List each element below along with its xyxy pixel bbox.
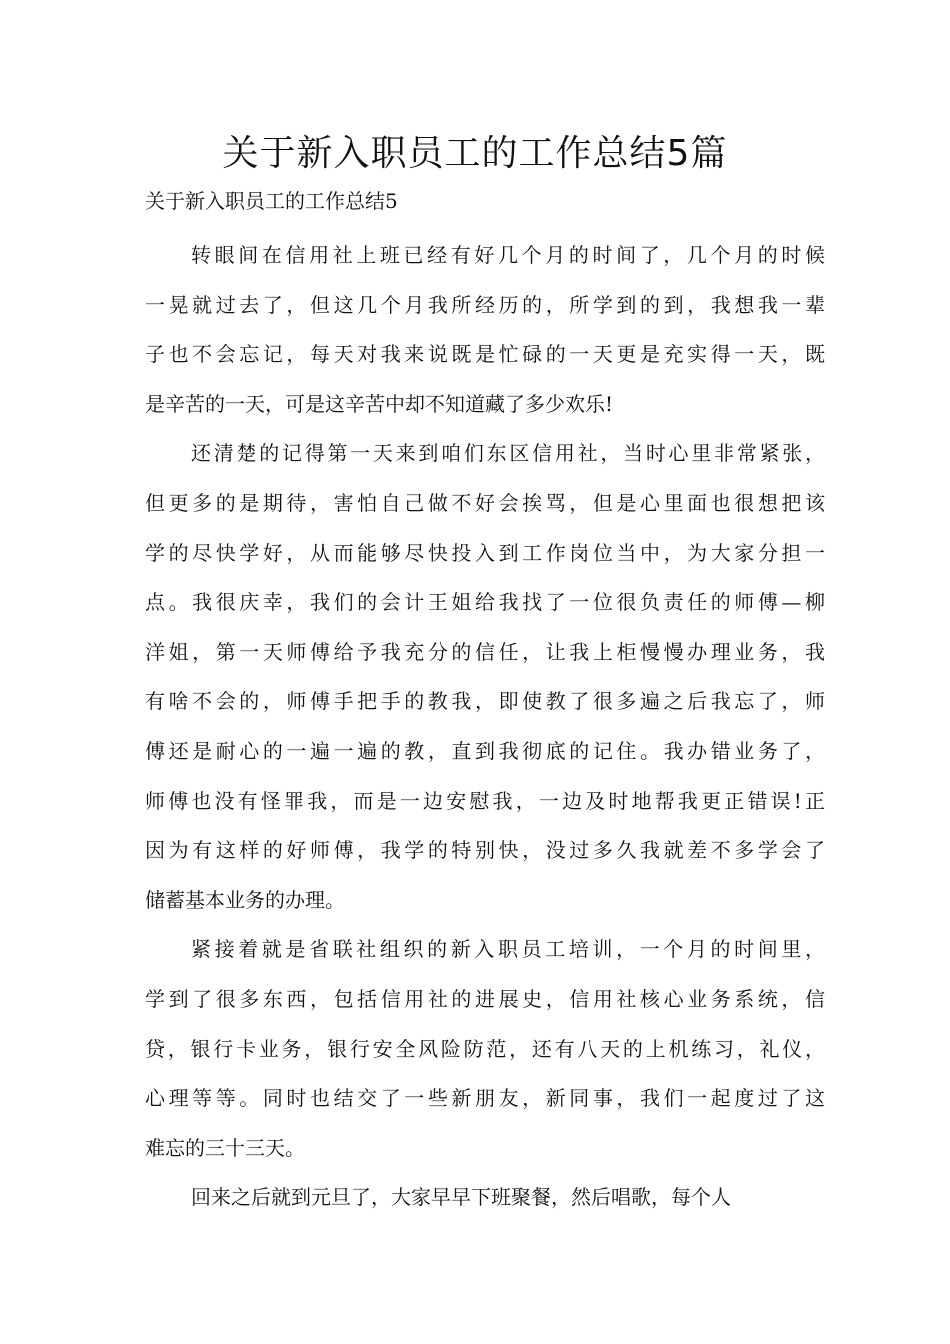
- text-line: 是辛苦的一天，可是这辛苦中却不知道藏了多少欢乐!: [145, 391, 614, 416]
- text-line: 点。我很庆幸，我们的会计王姐给我找了一位很负责任的师傅—柳: [145, 590, 825, 615]
- text-line: 有啥不会的，师傅手把手的教我，即使教了很多遍之后我忘了，师: [145, 689, 825, 714]
- text-line: 子也不会忘记，每天对我来说既是忙碌的一天更是充实得一天，既: [145, 342, 825, 367]
- document-subtitle: 关于新入职员工的工作总结5: [145, 189, 398, 213]
- text-line: 学到了很多东西，包括信用社的进展史，信用社核心业务系统，信: [145, 986, 825, 1011]
- text-line: 师傅也没有怪罪我，而是一边安慰我，一边及时地帮我更正错误!正: [145, 788, 825, 813]
- text-line: 学的尽快学好，从而能够尽快投入到工作岗位当中，为大家分担一: [145, 540, 825, 565]
- text-line: 但更多的是期待，害怕自己做不好会挨骂，但是心里面也很想把该: [145, 490, 825, 515]
- text-line: 回来之后就到元旦了，大家早早下班聚餐，然后唱歌，每个人: [191, 1185, 731, 1210]
- text-line: 因为有这样的好师傅，我学的特别快，没过多久我就差不多学会了: [145, 838, 825, 863]
- text-line: 难忘的三十三天。: [145, 1135, 305, 1160]
- text-line: 洋姐，第一天师傅给予我充分的信任，让我上柜慢慢办理业务，我: [145, 639, 825, 664]
- text-line: 一晃就过去了，但这几个月我所经历的，所学到的到，我想我一辈: [145, 292, 825, 317]
- text-line: 还清楚的记得第一天来到咱们东区信用社，当时心里非常紧张，: [191, 441, 825, 466]
- text-line: 贷，银行卡业务，银行安全风险防范，还有八天的上机练习，礼仪，: [145, 1036, 825, 1061]
- text-line: 紧接着就是省联社组织的新入职员工培训，一个月的时间里，: [191, 937, 825, 962]
- text-line: 心理等等。同时也结交了一些新朋友，新同事，我们一起度过了这: [145, 1086, 825, 1111]
- body-paragraph: [145, 429, 825, 925]
- document-title: 关于新入职员工的工作总结5篇: [222, 133, 728, 174]
- body-paragraph: [145, 925, 825, 1173]
- body-paragraph: [145, 231, 825, 429]
- text-line: 储蓄基本业务的办理。: [145, 887, 345, 912]
- text-line: 转眼间在信用社上班已经有好几个月的时间了，几个月的时候: [191, 243, 825, 267]
- body-paragraph: [145, 1173, 825, 1223]
- document-body: [145, 231, 825, 1223]
- text-line: 傅还是耐心的一遍一遍的教，直到我彻底的记住。我办错业务了，: [145, 738, 825, 763]
